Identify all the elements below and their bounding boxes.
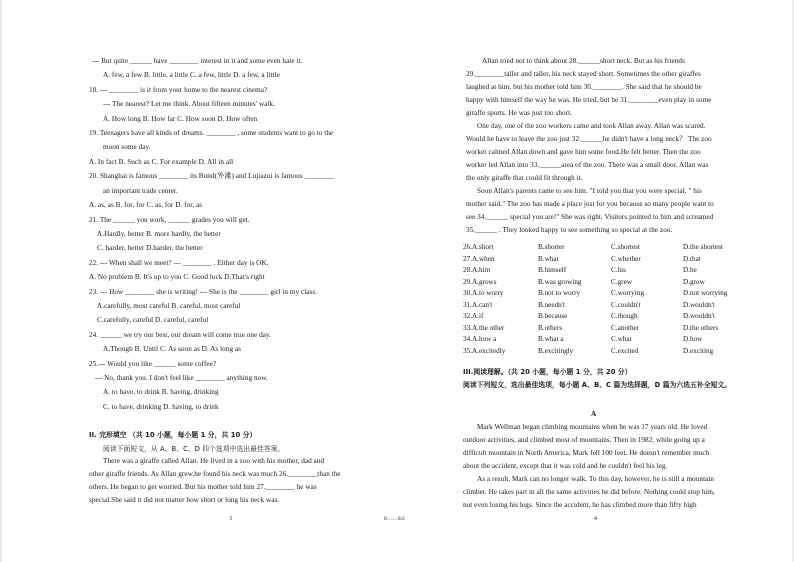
right-page	[397, 0, 794, 562]
option-27c: C.whether	[611, 254, 641, 263]
cloze-passage-line-8: happy with himself the way he was. He tried, but he 31.________even play in some	[466, 96, 712, 104]
option-29a: 29.A.grows	[463, 277, 497, 286]
q21-options-cd: C. harder, better D.harder, the better	[97, 244, 203, 252]
option-30b: B.not to worry	[538, 289, 581, 297]
cloze-passage-line-18: 35.______ . They looked happy to see something so special at the zoo.	[466, 226, 673, 234]
cloze-passage-line-15: Soon Allan's parents came to see him. "I told you that you were special, " his	[477, 187, 702, 195]
article-a-line-3: difficult mountain in North America, Mark fell 100 feet. He doesn't remember much	[463, 449, 710, 457]
cloze-passage-line-16: mother said." The zoo has made a place just for you because so many people want to	[466, 200, 714, 208]
q19-stem: 19. Teenagers have all kinds of dreams. ________ , some students want to go to the	[89, 129, 334, 137]
option-27b: B.what	[538, 254, 559, 263]
option-27d: D.that	[683, 254, 701, 263]
page-number-left: 3	[229, 516, 232, 522]
option-35d: D.exciting	[683, 346, 714, 355]
option-34d: D.how	[683, 335, 703, 343]
q18-options: A. How long B. How far C. How soon D. How often	[103, 115, 258, 123]
option-35c: C.excited	[611, 346, 639, 355]
cloze-passage-line-5: Allan tried not to think about 28.______short neck. But as his friends	[482, 57, 685, 65]
option-32c: C.though	[611, 312, 638, 320]
option-29b: B.was growing	[538, 277, 582, 286]
article-a-line-1: Mark Wellman began climbing mountains when he was 17 years old. He loved	[477, 423, 708, 431]
option-26a: 26.A.short	[463, 243, 494, 251]
option-33a: 33.A.the other	[463, 323, 505, 332]
q20-stem: 20. Shanghai is famous ________ its Bund(外滩) and Lujiazui is famous ________	[89, 172, 334, 180]
q22-stem: 22. --- When shall we meet? --- ________ . Either day is OK.	[89, 259, 269, 267]
scan-edge	[0, 0, 3, 562]
option-31c: C.couldn't	[611, 300, 641, 309]
article-a-line-7: not even losing his legs. Since the accident, he has climbed more than fifty high	[463, 501, 697, 509]
article-a-line-6: climber. He takes part in all the same activities he did before. Nothing could stop him,	[463, 488, 715, 496]
option-28a: 28.A.him	[463, 266, 491, 274]
cloze-passage-line-13: worker led Allan into 33.______area of the zoo. There was a small door. Allan was	[466, 161, 709, 169]
cloze-passage-line-3: others. He began to get worried. But his mother told him 27.________ he was	[89, 483, 317, 491]
q17-stem-cont: --- But quite ______ have ________ interest in it and some even hate it.	[92, 57, 303, 65]
article-label-a: A	[591, 410, 597, 418]
q24-options: A.Though B. Until C. As soon as D. As long as	[103, 345, 242, 353]
cloze-passage-line-14: the only giraffe that could fit through it.	[466, 174, 583, 182]
cloze-passage-line-9: giraffe sports. He was just too short.	[466, 109, 572, 117]
q24-stem: 24. ______ we try our best, our dream will come true one day.	[89, 331, 272, 339]
section-ii-instruction: 阅读下面短文，从 A、B、C、D 四个选项中选出最佳答案。	[103, 445, 285, 453]
section-ii-title: II. 完形填空 （共 10 小题，每小题 1 分，共 10 分）	[89, 431, 257, 439]
option-32d: D.wouldn't	[683, 312, 715, 320]
option-28c: C.his	[611, 266, 626, 274]
cloze-passage-line-1: There was a giraffe called Allan. He lived in a zoo with his mother, dad and	[103, 457, 325, 465]
q19-options: A. In fact B. Such as C. For example D. All in all	[89, 158, 234, 166]
option-35b: B.excitingly	[538, 346, 574, 355]
page-footer-center: 8……6/2	[384, 516, 405, 522]
q18-stem: 18. --- ________ is it from your home to the nearest cinema?	[89, 86, 268, 94]
section-iii-instruction: 阅读下列短文，选出最佳选项，每小题 A、B、C 篇为选择题，D 篇为六选五补全短文。	[463, 381, 732, 389]
cloze-passage-line-6: 29.________taller and taller, his neck stayed short. Sometimes the other giraffes	[466, 70, 701, 78]
cloze-passage-line-4: special.She said it did not matter how short or long his neck was.	[89, 496, 280, 504]
q23-options-cd: C.carefully, careful D. careful, careful	[97, 316, 209, 324]
option-28b: B.himself	[538, 266, 567, 274]
option-26b: B.shorter	[538, 243, 565, 251]
option-34c: C.what	[611, 335, 632, 343]
article-a-line-2: outdoor activities, and climbed most of mountains. Then in 1982, while going up a	[463, 436, 705, 444]
q21-stem: 21. The ______ you work, ______ grades you will get.	[89, 216, 250, 224]
q20-stem-cont: an important trade center.	[103, 187, 178, 195]
option-31d: D.wouldn't	[683, 300, 715, 309]
option-30a: 30.A.to worry	[463, 289, 504, 297]
option-33c: C.another	[611, 323, 640, 332]
q17-options: A. few, a few B. little, a little C. a few, little D. a few, a little	[103, 71, 280, 79]
q22-options: A. No problem B. It's up to you C. Good luck D.That's right	[89, 273, 265, 281]
q23-stem: 23. --- How ________ she is writing! --- She is the ________ girl in my class.	[89, 288, 318, 296]
option-33d: D.the others	[683, 323, 719, 332]
article-a-line-5: As a result, Mark can no longer walk. To this day, however, he is still a mountain	[477, 475, 715, 483]
q18-answer: --- The nearest? Let me think. About fifteen minutes' walk.	[103, 100, 275, 108]
option-27a: 27.A.when	[463, 254, 495, 263]
q20-options: A. as, as B. for, for C. as, for D. for, as	[89, 201, 203, 209]
q23-options-ab: A.carefully, most careful B. careful, most careful	[97, 302, 241, 310]
option-32b: B.because	[538, 312, 568, 320]
option-26c: C.shortest	[611, 243, 640, 251]
q25-answer: --- No, thank you. I don't feel like ________ anything now.	[95, 374, 268, 382]
q25-options-cd: C. to have, drinking D. having, to drink	[103, 403, 219, 411]
option-31b: B.needn't	[538, 300, 566, 309]
option-28d: D.he	[683, 266, 697, 274]
option-30c: C.worrying	[611, 289, 644, 297]
option-34b: B.what a	[538, 335, 564, 343]
cloze-passage-line-11: Would he have to leave the zoo just 32.______he didn't have a long neck？ The zoo	[466, 135, 712, 143]
option-26d: D.the shortest	[683, 243, 723, 251]
option-33b: B.others	[538, 323, 563, 332]
cloze-passage-line-7: laughed at him, but his mother told him 30.________. She said that he should be	[466, 83, 702, 91]
q19-stem-cont: moon some day.	[103, 143, 151, 151]
q21-options-ab: A.Hardly, better B. more hardly, the better	[97, 230, 221, 238]
cloze-passage-line-17: see 34.______ special you are!" She was right. Visitors pointed to him and screamed	[466, 213, 714, 221]
section-iii-title: III.阅读理解。（共 20 小题，每小题 1 分，共 20 分）	[463, 368, 632, 376]
article-a-line-4: about the accident, except that it was cold and he couldn't feel his leg.	[463, 462, 668, 470]
cloze-passage-line-12: worker calmed Allan down and gave him some food.He felt better. Then the zoo	[466, 148, 701, 156]
option-29c: C.grew	[611, 277, 632, 286]
option-32a: 32.A.if	[463, 312, 484, 320]
cloze-passage-line-10: One day, one of the zoo workers came and took Allan away. Allan was scared.	[477, 122, 706, 130]
option-30d: D.not worrying	[683, 289, 728, 297]
option-35a: 35.A.excitedly	[463, 346, 506, 355]
cloze-passage-line-2: other giraffe friends. As Allan grew,he found his neck was much 26.________than the	[89, 470, 341, 478]
option-31a: 31.A.can't	[463, 300, 493, 309]
q25-stem: 25.--- Would you like ______ some coffee?	[89, 360, 217, 368]
page-number-right: 4	[594, 516, 597, 522]
option-29d: D.grow	[683, 277, 705, 286]
q25-options-ab: A. to have, to drink B. having, drinking	[103, 388, 219, 396]
option-34a: 34.A.how a	[463, 335, 497, 343]
